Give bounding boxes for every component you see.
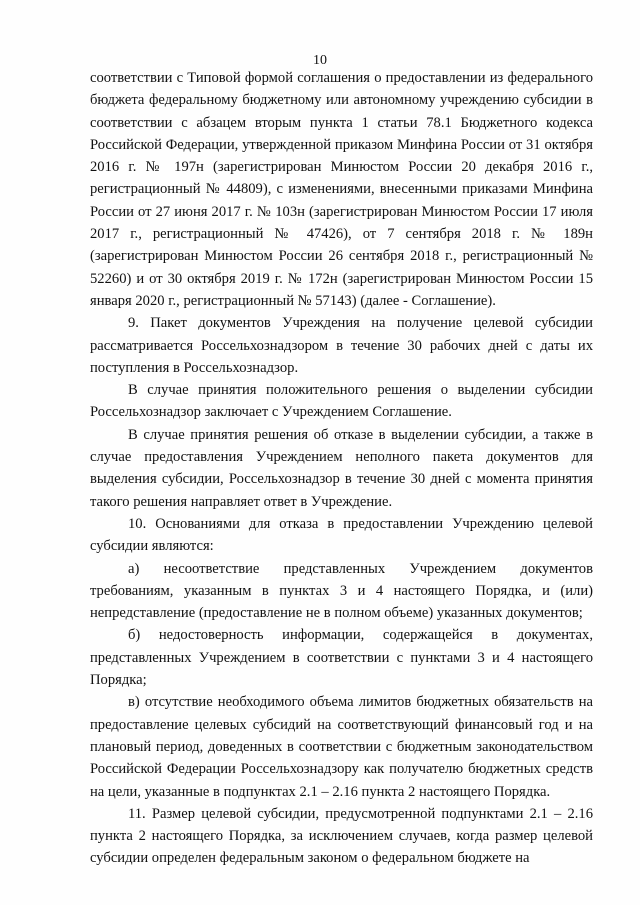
- paragraph-subitem-v: в) отсутствие необходимого объема лимитов бюджетных обязательств на предоставление целевых субсидий на соответствующий финансовый год и на плановый период, доведенных в соответствии с бюджетным законодательством Российской Федерации Россельхознадзору как получателю бюджетных средств на цели, указанные в подпунктах 2.1 – 2.16 пункта 2 настоящего Порядка.: [90, 694, 593, 800]
- paragraph-item-11: 11. Размер целевой субсидии, предусмотренной подпунктами 2.1 – 2.16 пункта 2 настоящего Порядка, за исключением случаев, когда размер целевой субсидии определен федеральным законом о федеральном бюджете на: [90, 805, 593, 867]
- paragraph-refusal-decision: В случае принятия решения об отказе в выделении субсидии, а также в случае предоставления Учреждением неполного пакета документов для выделения субсидии, Россельхознадзор в течение 30 дней с момента принятия такого решения направляет ответ в Учреждение.: [90, 426, 593, 510]
- paragraph-subitem-b: б) недостоверность информации, содержащейся в документах, представленных Учреждением в соответствии с пунктами 3 и 4 настоящего Порядка;: [90, 627, 593, 689]
- paragraph-item-10: 10. Основаниями для отказа в предоставлении Учреждению целевой субсидии являются:: [90, 515, 593, 555]
- paragraph-positive-decision: В случае принятия положительного решения о выделении субсидии Россельхознадзор заключает с Учреждением Соглашение.: [90, 382, 593, 421]
- paragraph-subitem-a: а) несоответствие представленных Учреждением документов требованиям, указанным в пунктах 3 и 4 настоящего Порядка, и (или) непредставление (предоставление не в полном объеме) указанных документов;: [90, 560, 593, 622]
- page-number: 10: [313, 53, 327, 68]
- paragraph-item-9: 9. Пакет документов Учреждения на получение целевой субсидии рассматривается Россельхознадзором в течение 30 рабочих дней с даты их поступления в Россельхознадзор.: [90, 315, 593, 376]
- paragraph-agreement-continuation: соответствии с Типовой формой соглашения о предоставлении из федерального бюджета федеральному бюджетному или автономному учреждению субсидии в соответствии с абзацем вторым пункта 1 статьи 78.1 Бюджетного кодекса Российской Федерации, утвержденной приказом Минфина России от 31 октября 2016 г. № 197н (зарегистрирован Минюстом России 20 декабря 2016 г., регистрационный № 44809), с изменениями, внесенными приказами Минфина России от 27 июня 2017 г. № 103н (зарегистрирован Минюстом России 17 июля 2017 г., регистрационный № 47426), от 7 сентября 2018 г. № 189н (зарегистрирован Минюстом России 26 сентября 2018 г., регистрационный № 52260) и от 30 октября 2019 г. № 172н (зарегистрирован Минюстом России 15 января 2020 г., регистрационный № 57143) (далее - Соглашение).: [90, 70, 593, 309]
- document-body: [90, 67, 593, 870]
